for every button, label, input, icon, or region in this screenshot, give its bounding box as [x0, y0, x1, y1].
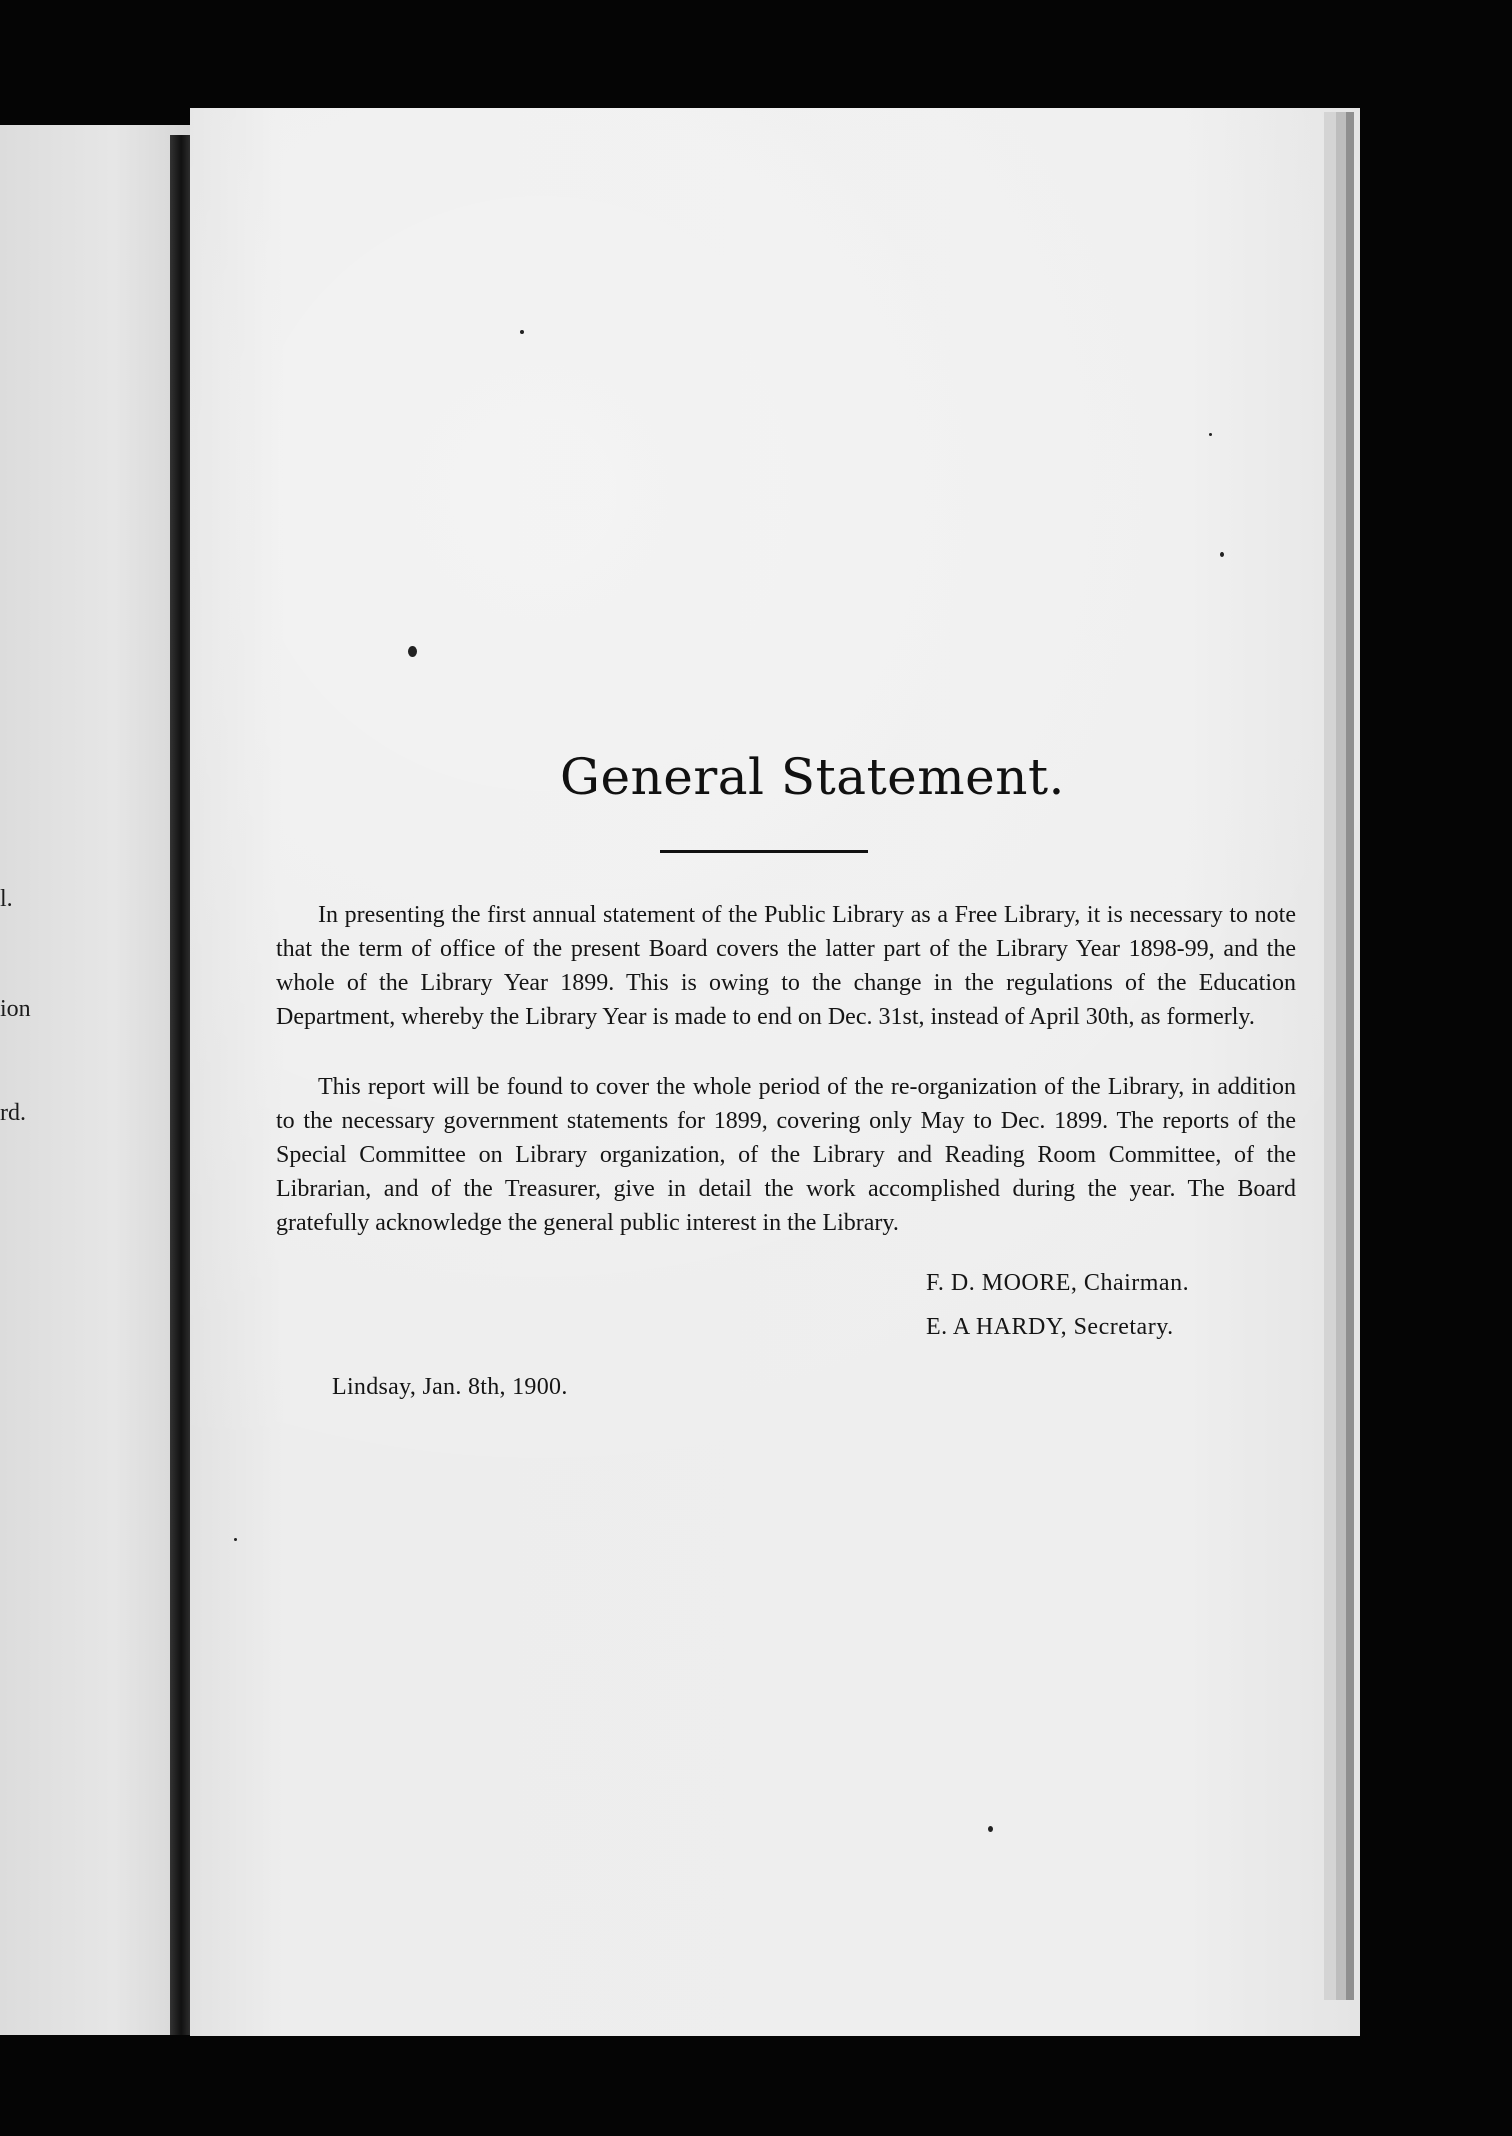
- document-page: [190, 108, 1360, 2036]
- page-edge: [1336, 112, 1346, 2000]
- dateline: Lindsay, Jan. 8th, 1900.: [332, 1374, 568, 1400]
- previous-page-edge: [0, 125, 190, 2035]
- scan-speck: [520, 330, 524, 334]
- scan-speck: [1220, 552, 1224, 557]
- paragraph: In presenting the first annual statement of the Public Library as a Free Library, it is necessary to note that the term of office of the present Board covers the latter part of the Library Year 1898-99, and the whole of the Library Year 1899. This is owing to the change in the regulations of the Education Department, whereby the Library Year is made to end on Dec. 31st, instead of April 30th, as formerly.: [276, 902, 1296, 1030]
- scan-speck: [234, 1538, 237, 1541]
- signature-secretary: E. A HARDY, Secretary.: [926, 1314, 1174, 1340]
- page-edge: [1324, 112, 1336, 2000]
- page-content: [190, 108, 1360, 2036]
- left-page-fragment: rd.: [0, 1100, 26, 1126]
- left-page-fragment: l.: [0, 886, 13, 912]
- scan-speck: [408, 646, 417, 657]
- scan-speck: [988, 1826, 993, 1832]
- page-title: General Statement.: [560, 748, 1065, 806]
- scan-speck: [1209, 433, 1212, 436]
- title-divider: [660, 850, 868, 853]
- left-page-fragment: ion: [0, 996, 31, 1022]
- page-edge: [1346, 112, 1354, 2000]
- signature-chairman: F. D. MOORE, Chairman.: [926, 1270, 1190, 1296]
- paragraph: This report will be found to cover the whole period of the re-organization of the Library, in addition to the necessary government statements for 1899, covering only May to Dec. 1899. The reports of the Special Committee on Library organization, of the Library and Reading Room Committee, of the Librarian, and of the Treasurer, give in detail the work accomplished during the year. The Board gratefully acknowledge the general public interest in the Library.: [276, 1074, 1296, 1236]
